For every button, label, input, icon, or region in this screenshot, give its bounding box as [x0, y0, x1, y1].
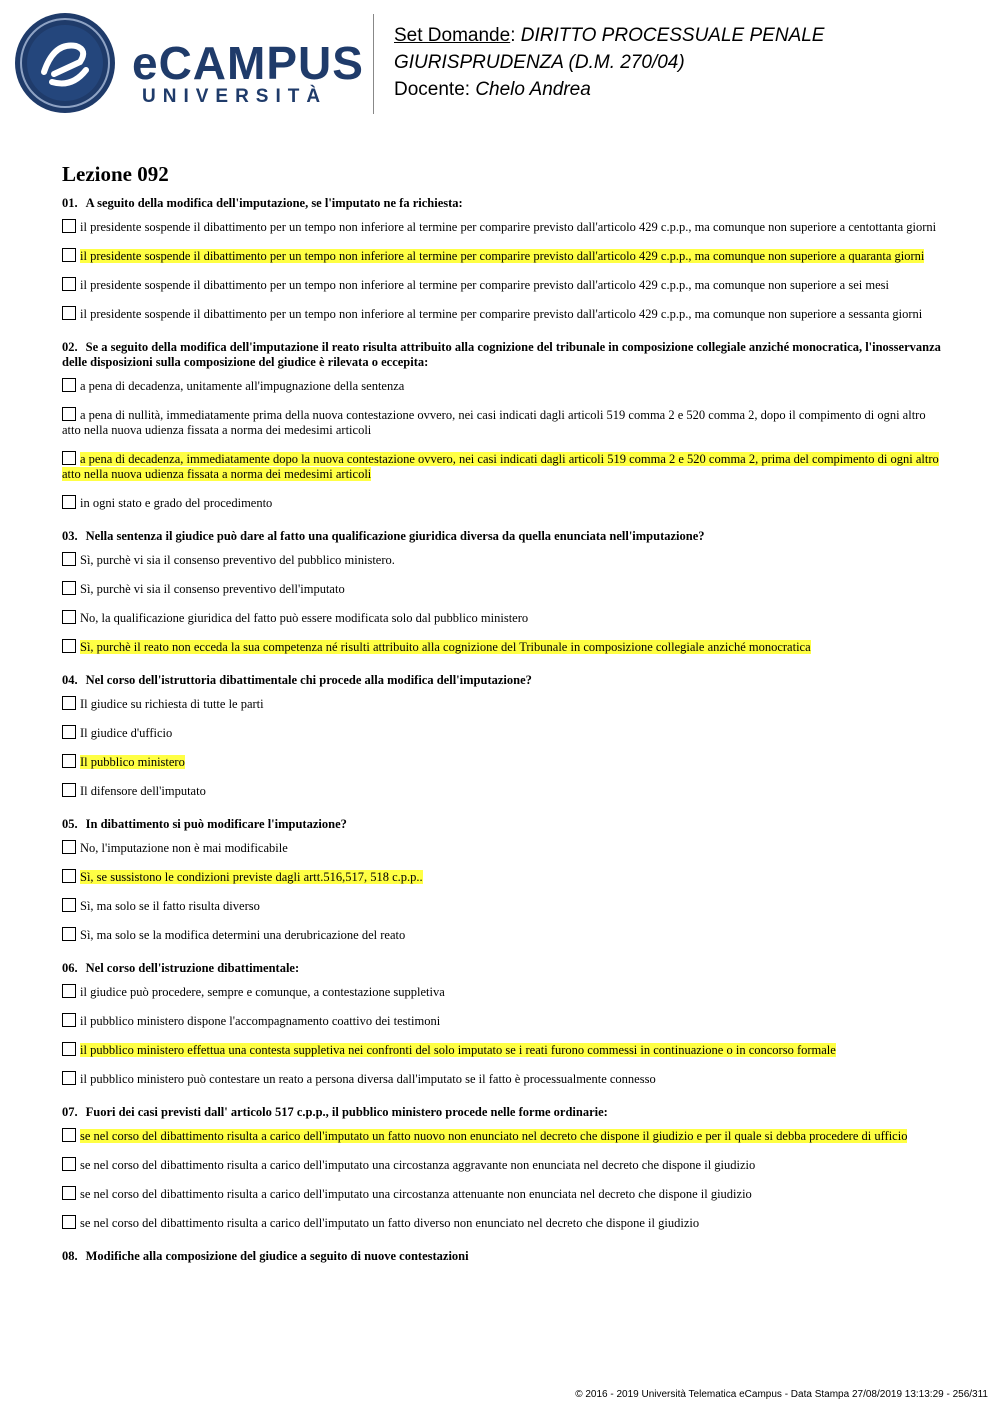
question-text: 03. Nella sentenza il giudice può dare al fatto una qualificazione giuridica diversa da quella enunciata nell'imputazione?: [62, 529, 705, 543]
checkbox[interactable]: [62, 840, 76, 854]
checkbox[interactable]: [62, 984, 76, 998]
checkbox[interactable]: [62, 581, 76, 595]
question-text: 05. In dibattimento si può modificare l'imputazione?: [62, 817, 347, 831]
checkbox[interactable]: [62, 898, 76, 912]
course-info: Set Domande: DIRITTO PROCESSUALE PENALE GIURISPRUDENZA (D.M. 270/04) Docente: Chelo Andrea: [394, 25, 825, 100]
question: [62, 1105, 942, 1231]
checkbox[interactable]: [62, 1128, 76, 1142]
question-text: 01. A seguito della modifica dell'imputazione, se l'imputato ne fa richiesta:: [62, 196, 463, 210]
question: [62, 529, 942, 655]
answer-option[interactable]: il presidente sospende il dibattimento per un tempo non inferiore al termine per comparire previsto dall'articolo 429 c.p.p., ma comunque non superiore a sei mesi: [62, 277, 942, 293]
page-footer: © 2016 - 2019 Università Telematica eCampus - Data Stampa 27/08/2019 13:13:29 - 256/311: [575, 1389, 988, 1400]
question-text: 07. Fuori dei casi previsti dall' articolo 517 c.p.p., il pubblico ministero procede nelle forme ordinarie:: [62, 1105, 608, 1119]
lesson-title: Lezione 092: [62, 162, 169, 186]
course-name: DIRITTO PROCESSUALE PENALE: [520, 25, 825, 46]
checkbox[interactable]: [62, 277, 76, 291]
checkbox[interactable]: [62, 378, 76, 392]
brand-name: eCAMPUS: [132, 37, 364, 89]
checkbox[interactable]: [62, 725, 76, 739]
answer-option[interactable]: Sì, ma solo se la modifica determini una derubricazione del reato: [62, 927, 942, 943]
answer-option-correct[interactable]: Sì, purchè il reato non ecceda la sua competenza né risulti attribuito alla cognizione del Tribunale in composizione collegiale anziché monocratica: [62, 639, 942, 655]
brand-subtitle: UNIVERSITÀ: [142, 86, 328, 107]
checkbox[interactable]: [62, 610, 76, 624]
question: [62, 1249, 942, 1264]
answer-option[interactable]: se nel corso del dibattimento risulta a carico dell'imputato una circostanza aggravante non enunciata nel decreto che dispone il giudizio: [62, 1157, 942, 1173]
answer-option[interactable]: il pubblico ministero può contestare un reato a persona diversa dall'imputato se il fatto è processualmente connesso: [62, 1071, 942, 1087]
checkbox[interactable]: [62, 927, 76, 941]
answer-option[interactable]: No, la qualificazione giuridica del fatto può essere modificata solo dal pubblico ministero: [62, 610, 942, 626]
answer-option-correct[interactable]: Il pubblico ministero: [62, 754, 942, 770]
checkbox[interactable]: [62, 495, 76, 509]
question: [62, 961, 942, 1087]
checkbox[interactable]: [62, 552, 76, 566]
checkbox[interactable]: [62, 306, 76, 320]
checkbox[interactable]: [62, 754, 76, 768]
checkbox[interactable]: [62, 1157, 76, 1171]
question-text: 06. Nel corso dell'istruzione dibattimentale:: [62, 961, 300, 975]
question: [62, 673, 942, 799]
answer-option-correct[interactable]: il presidente sospende il dibattimento per un tempo non inferiore al termine per comparire previsto dall'articolo 429 c.p.p., ma comunque non superiore a quaranta giorni: [62, 248, 942, 264]
answer-option[interactable]: Il giudice d'ufficio: [62, 725, 942, 741]
question-text: 08. Modifiche alla composizione del giudice a seguito di nuove contestazioni: [62, 1249, 469, 1263]
question-text: 02. Se a seguito della modifica dell'imputazione il reato risulta attribuito alla cognizione del tribunale in composizione collegiale anziché monocratica, l'inosservanza delle disposizioni sulla composizione del giudice è rilevata o eccepita:: [62, 340, 941, 369]
answer-option[interactable]: Sì, ma solo se il fatto risulta diverso: [62, 898, 942, 914]
answer-option[interactable]: se nel corso del dibattimento risulta a carico dell'imputato una circostanza attenuante non enunciata nel decreto che dispone il giudizio: [62, 1186, 942, 1202]
checkbox[interactable]: [62, 1013, 76, 1027]
answer-option[interactable]: Sì, purchè vi sia il consenso preventivo del pubblico ministero.: [62, 552, 942, 568]
teacher-label: Docente:: [394, 79, 471, 100]
answer-option[interactable]: il presidente sospende il dibattimento per un tempo non inferiore al termine per comparire previsto dall'articolo 429 c.p.p., ma comunque non superiore a sessanta giorni: [62, 306, 942, 322]
answer-option-correct[interactable]: a pena di decadenza, immediatamente dopo la nuova contestazione ovvero, nei casi indicati dagli articoli 519 comma 2 e 520 comma 2, prima del compimento di ogni altro atto nella nuova udienza fissata a norma dei medesimi articoli: [62, 452, 939, 481]
ecampus-logo-icon: [14, 12, 116, 114]
checkbox[interactable]: [62, 869, 76, 883]
checkbox[interactable]: [62, 1071, 76, 1085]
page-header: [0, 0, 1000, 130]
checkbox[interactable]: [62, 451, 76, 465]
teacher-name: Chelo Andrea: [475, 79, 591, 100]
question: [62, 817, 942, 943]
answer-option[interactable]: se nel corso del dibattimento risulta a carico dell'imputato un fatto diverso non enunciato nel decreto che dispone il giudizio: [62, 1215, 942, 1231]
answer-option-correct[interactable]: il pubblico ministero effettua una contesta suppletiva nei confronti del solo imputato se i reati furono commessi in continuazione o in concorso formale: [62, 1042, 942, 1058]
answer-option-correct[interactable]: se nel corso del dibattimento risulta a carico dell'imputato un fatto nuovo non enunciato nel decreto che dispone il giudizio e per il quale si debba procedere di ufficio: [62, 1128, 942, 1144]
checkbox[interactable]: [62, 639, 76, 653]
answer-option[interactable]: No, l'imputazione non è mai modificabile: [62, 840, 942, 856]
answer-option[interactable]: il giudice può procedere, sempre e comunque, a contestazione suppletiva: [62, 984, 942, 1000]
question-text: 04. Nel corso dell'istruttoria dibattimentale chi procede alla modifica dell'imputazione?: [62, 673, 532, 687]
checkbox[interactable]: [62, 783, 76, 797]
question: [62, 340, 942, 511]
answer-option[interactable]: a pena di nullità, immediatamente prima della nuova contestazione ovvero, nei casi indicati dagli articoli 519 comma 2 e 520 comma 2, dopo il compimento di ogni altro atto nella nuova udienza fissata a norma dei medesimi articoli: [62, 408, 926, 437]
answer-option[interactable]: in ogni stato e grado del procedimento: [62, 495, 942, 511]
set-label: Set Domande: [394, 25, 511, 46]
checkbox[interactable]: [62, 1186, 76, 1200]
answer-option[interactable]: Il giudice su richiesta di tutte le parti: [62, 696, 942, 712]
header-divider: [373, 14, 374, 114]
answer-option[interactable]: a pena di decadenza, unitamente all'impugnazione della sentenza: [62, 378, 942, 394]
question: [62, 196, 942, 322]
answer-option[interactable]: il pubblico ministero dispone l'accompagnamento coattivo dei testimoni: [62, 1013, 942, 1029]
checkbox[interactable]: [62, 248, 76, 262]
answer-option[interactable]: Sì, purchè vi sia il consenso preventivo dell'imputato: [62, 581, 942, 597]
answer-option[interactable]: Il difensore dell'imputato: [62, 783, 942, 799]
checkbox[interactable]: [62, 407, 76, 421]
checkbox[interactable]: [62, 696, 76, 710]
checkbox[interactable]: [62, 1215, 76, 1229]
answer-option[interactable]: il presidente sospende il dibattimento per un tempo non inferiore al termine per comparire previsto dall'articolo 429 c.p.p., ma comunque non superiore a centottanta giorni: [62, 219, 942, 235]
checkbox[interactable]: [62, 219, 76, 233]
question-sheet: [62, 162, 942, 1282]
answer-option-correct[interactable]: Sì, se sussistono le condizioni previste dagli artt.516,517, 518 c.p.p..: [62, 869, 942, 885]
ecampus-wordmark: [132, 37, 364, 108]
degree-name: GIURISPRUDENZA (D.M. 270/04): [394, 52, 685, 73]
checkbox[interactable]: [62, 1042, 76, 1056]
